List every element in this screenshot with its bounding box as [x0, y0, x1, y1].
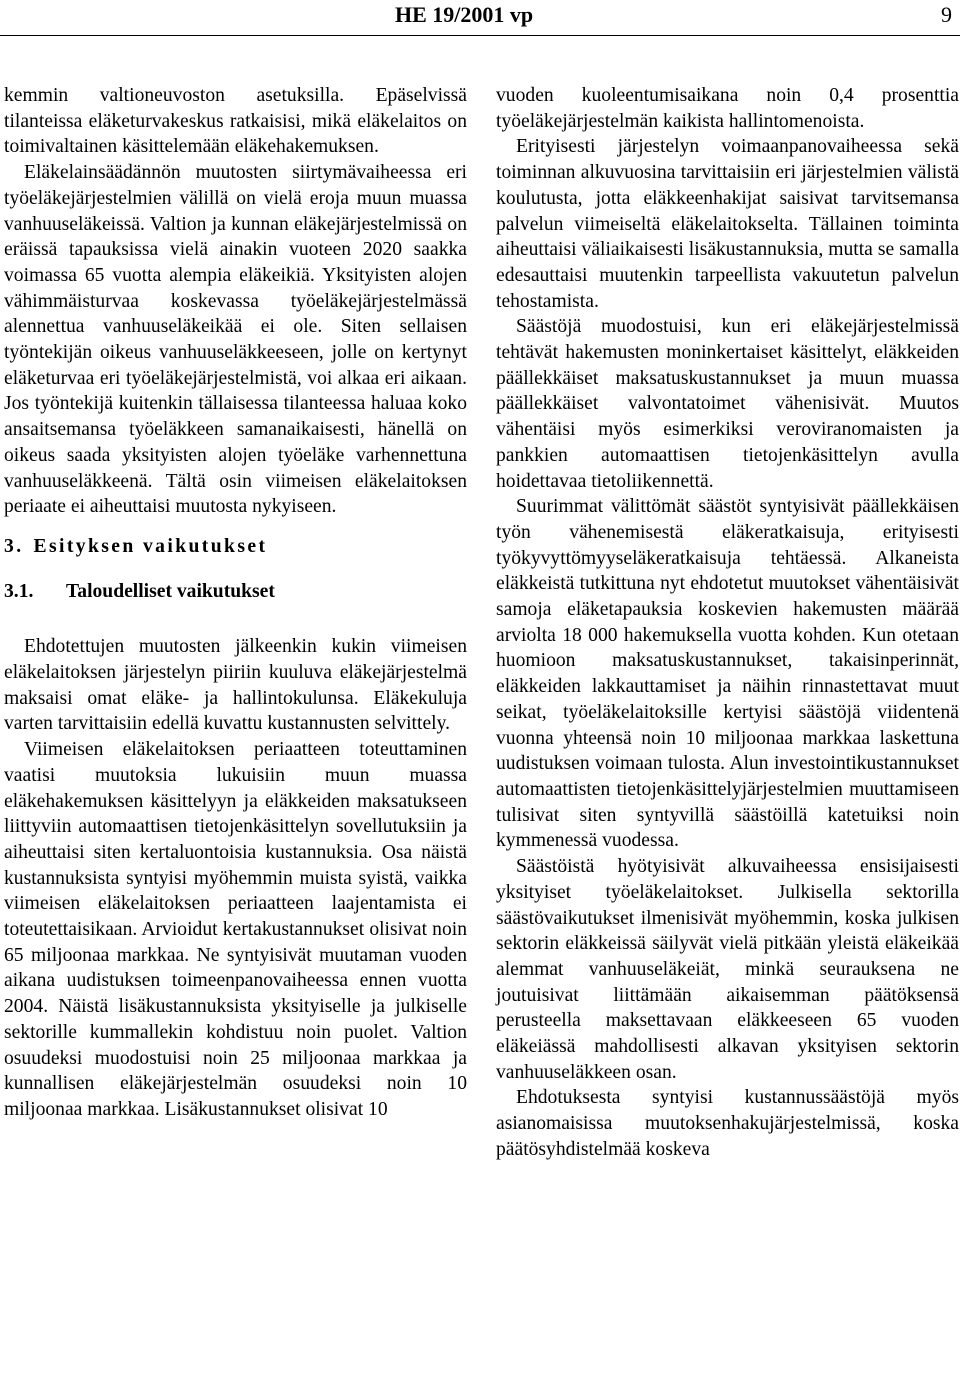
paragraph: Säästöjä muodostuisi, kun eri eläkejärjestelmissä tehtävät hakemusten moninkertaiset käsittelyt, eläkkeiden päällekkäiset maksatuskustannukset ja muun muassa päällekkäiset valvontatoimet vähenisivät. Muutos vähentäisi myös esimerkiksi veroviranomaisten ja pankkien automaattisen tietojenkäsittelyn avulla hoidettavaa tietoliikennettä.	[496, 316, 959, 492]
paragraph: Eläkelainsäädännön muutosten siirtymävaiheessa eri työeläkejärjestelmien välillä on vielä eroja muun muassa vanhuuseläkeissä. Valtion ja kunnan eläkejärjestelmissä on eräissä tapauksissa vielä ainakin vuoteen 2020 saakka voimassa 65 vuotta alempia eläkeikiä. Yksityisten alojen vähimmäisturvaa koskevassa työeläkejärjestelmässä alennettua vanhuuseläkeikää ei ole. Siten sellaisen työntekijän oikeus vanhuuseläkkeeseen, jolle on kertynyt eläketurvaa eri työeläkejärjestelmistä, voi alkaa eri aikaan. Jos työntekijä kuitenkin tällaisessa tilanteessa haluaa koko ansaitsemansa työeläkkeen samanaikaisesti, hänellä on oikeus saada yksityisten alojen työeläke varhennettuna vanhuuseläkkeenä. Tältä osin viimeisen eläkelaitoksen periaate ei aiheuttaisi muutosta nykyiseen.	[4, 162, 467, 518]
right-column	[496, 83, 959, 1163]
document-id: HE 19/2001 vp	[395, 2, 534, 27]
paragraph: Ehdotettujen muutosten jälkeenkin kukin viimeisen eläkelaitoksen järjestelyn piiriin kuuluva eläkejärjestelmä maksaisi omat eläke- ja hallintokulunsa. Eläkekuluja varten tarvittaisiin edellä kuvattu kustannusten selvittely.	[4, 636, 467, 735]
paragraph: vuoden kuoleentumisaikana noin 0,4 prosenttia työeläkejärjestelmän kaikista hallintomenoista.	[496, 85, 959, 132]
subsection-heading	[4, 579, 467, 605]
subsection-title: Taloudelliset vaikutukset	[66, 580, 275, 602]
page-number: 9	[941, 2, 952, 27]
section-number: 3.	[4, 535, 24, 557]
paragraph: kemmin valtioneuvoston asetuksilla. Epäselvissä tilanteissa eläketurvakeskus ratkaisisi, mikä eläkelaitos on toimivaltainen käsittelemään eläkehakemuksen.	[4, 85, 467, 158]
paragraph: Ehdotuksesta syntyisi kustannussäästöjä myös asianomaisissa muutoksenhakujärjestelmissä, koska päätösyhdistelmää koskeva	[496, 1087, 959, 1160]
paragraph: Säästöistä hyötyisivät alkuvaiheessa ensisijaisesti yksityiset työeläkelaitokset. Julkisella sektorilla säästövaikutukset ilmenisivät myöhemmin, koska julkisen sektorin eläkkeissä säilyvät vielä pitkään yleistä eläkeikää alemmat vanhuuseläkeiät, minkä seurauksena ne joutuisivat liittämään aikaisemman päätöksensä perusteella maksettavaan eläkkeeseen 65 vuoden eläkeiässä mahdollisesti alkavan yksityisen sektorin vanhuuseläkkeen osan.	[496, 856, 959, 1083]
section-heading	[4, 534, 467, 560]
paragraph: Erityisesti järjestelyn voimaanpanovaiheessa sekä toiminnan alkuvuosina tarvittaisiin eri järjestelmien välistä koulutusta, jotta eläkkeenhakijat saisivat tarvitsemansa palvelun viimeiseltä eläkelaitokselta. Tällainen toiminta aiheuttaisi väliaikaisesti lisäkustannuksia, mutta se samalla edesauttaisi muutenkin tarpeellista vakuutetun palvelun tehostamista.	[496, 136, 959, 312]
left-column	[4, 83, 467, 1123]
paragraph: Viimeisen eläkelaitoksen periaatteen toteuttaminen vaatisi muutoksia lukuisiin muun muassa eläkehakemuksen käsittelyyn ja eläkkeiden maksatukseen liittyviin automaattisen tietojenkäsittelyn sovellutuksiin ja aiheuttaisi siten kertaluontoisia kustannuksia. Osa näistä kustannuksista syntyisi myöhemmin muista syistä, vaikka viimeisen eläkelaitoksen periaatteen laajentamista ei toteutettaisikaan. Arvioidut kertakustannukset olisivat noin 65 miljoonaa markkaa. Ne syntyisivät muutaman vuoden aikana uudistuksen toimeenpanovaiheessa ennen vuotta 2004. Näistä lisäkustannuksista yksityiselle ja julkiselle sektorille kummallekin kohdistuu noin puolet. Valtion osuudeksi muodostuisi noin 25 miljoonaa markkaa ja kunnallisen eläkejärjestelmän osuudeksi noin 10 miljoonaa markkaa. Lisäkustannukset olisivat 10	[4, 739, 467, 1120]
section-title: Esityksen vaikutukset	[33, 535, 268, 557]
paragraph: Suurimmat välittömät säästöt syntyisivät päällekkäisen työn vähenemisestä eläkeratkaisuja, erityisesti työkyvyttömyyseläkeratkaisuja tehtäessä. Alkaneista eläkkeistä tutkittuna nyt ehdotetut muutokset vähentäisivät samoja eläketapauksia koskevien hakemusten määrää arviolta 18 000 hakemuksella vuotta kohden. Kun otetaan huomioon maksatuskustannukset, takaisinperinnät, eläkkeiden lakkauttamiset ja näihin rinnastettavat muut seikat, työeläkelaitoksille kertyisi säästöjä viidentenä vuonna yhteensä noin 10 miljoonaa markkaa laskettuna uudistuksen voimaan tulosta. Alun investointikustannukset automaattisten tietojenkäsittelyjärjestelmien muuttamiseen tulisivat siten syntyvillä säästöillä katetuiksi noin kymmenessä vuodessa.	[496, 496, 959, 852]
page-header	[0, 0, 960, 36]
subsection-number: 3.1.	[4, 580, 34, 602]
